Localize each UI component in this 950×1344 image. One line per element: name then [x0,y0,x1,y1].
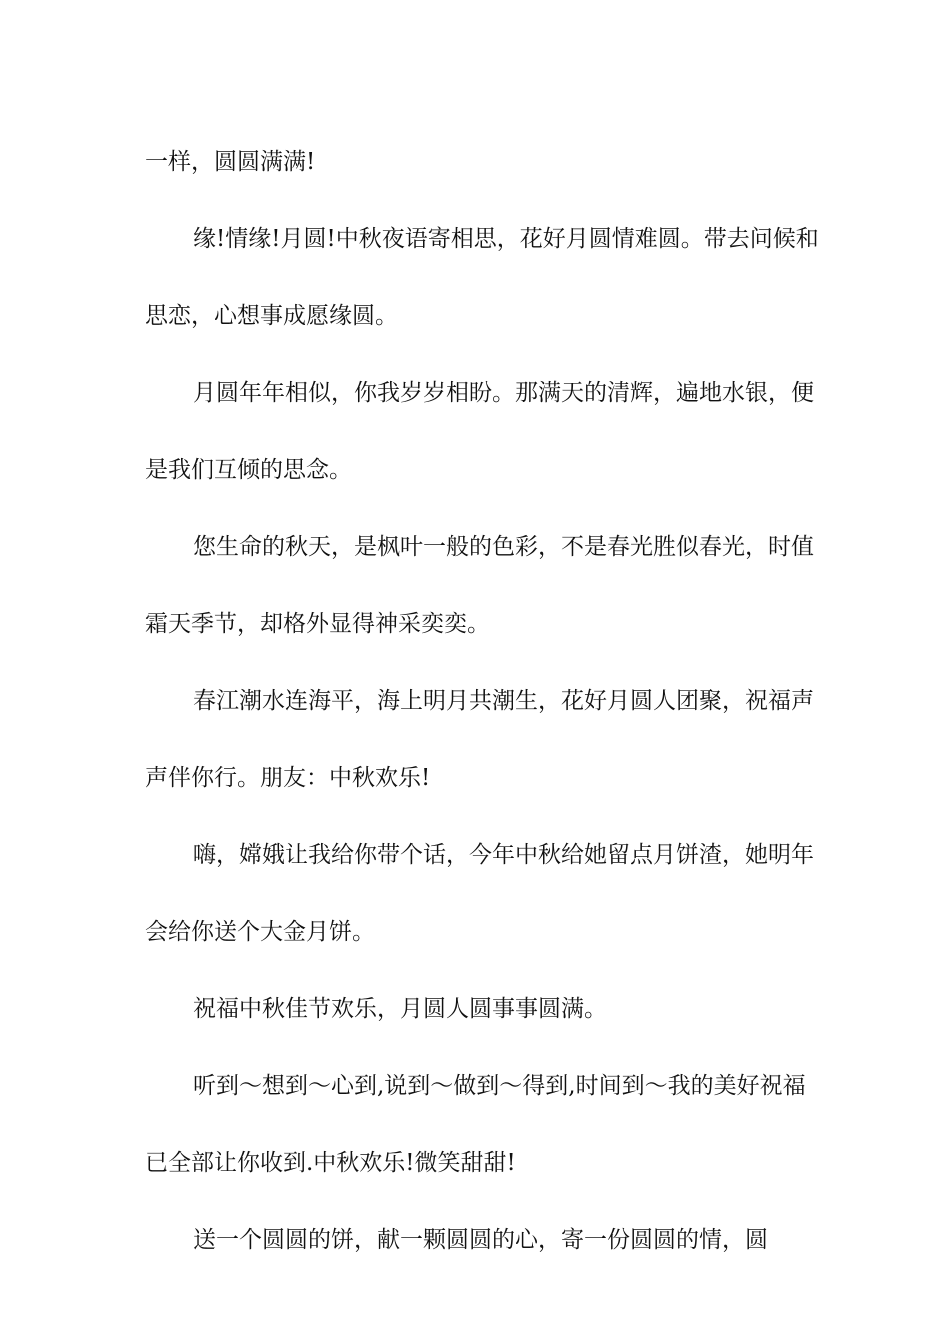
paragraph-6 [145,817,825,971]
paragraph-3-text: 月圆年年相似，你我岁岁相盼。那满天的清辉，遍地水银，便是我们互倾的思念。 [145,380,814,483]
paragraph-9-text: 送一个圆圆的饼，献一颗圆圆的心，寄一份圆圆的情，圆 [193,1227,768,1253]
paragraph-4-text: 您生命的秋天，是枫叶一般的色彩，不是春光胜似春光，时值霜天季节，却格外显得神采奕奕。 [145,534,814,637]
paragraph-2 [145,201,825,355]
paragraph-5 [145,663,825,817]
paragraph-2-text: 缘!情缘!月圆!中秋夜语寄相思，花好月圆情难圆。带去问候和思恋，心想事成愿缘圆。 [145,226,819,329]
paragraph-3 [145,355,825,509]
paragraph-8-text: 听到～想到～心到,说到～做到～得到,时间到～我的美好祝福已全部让你收到.中秋欢乐!微笑甜甜! [145,1073,806,1176]
paragraph-7 [145,971,825,1048]
paragraph-5-text: 春江潮水连海平，海上明月共潮生，花好月圆人团聚，祝福声声伴你行。朋友：中秋欢乐! [145,688,814,791]
paragraph-6-text: 嗨，嫦娥让我给你带个话，今年中秋给她留点月饼渣，她明年会给你送个大金月饼。 [145,842,814,945]
paragraph-8 [145,1048,825,1202]
paragraph-1: 一样，圆圆满满! [145,149,316,175]
paragraph-4 [145,509,825,663]
paragraph-9 [145,1202,825,1279]
document-body [145,124,825,1279]
paragraph-7-text: 祝福中秋佳节欢乐，月圆人圆事事圆满。 [193,996,607,1022]
